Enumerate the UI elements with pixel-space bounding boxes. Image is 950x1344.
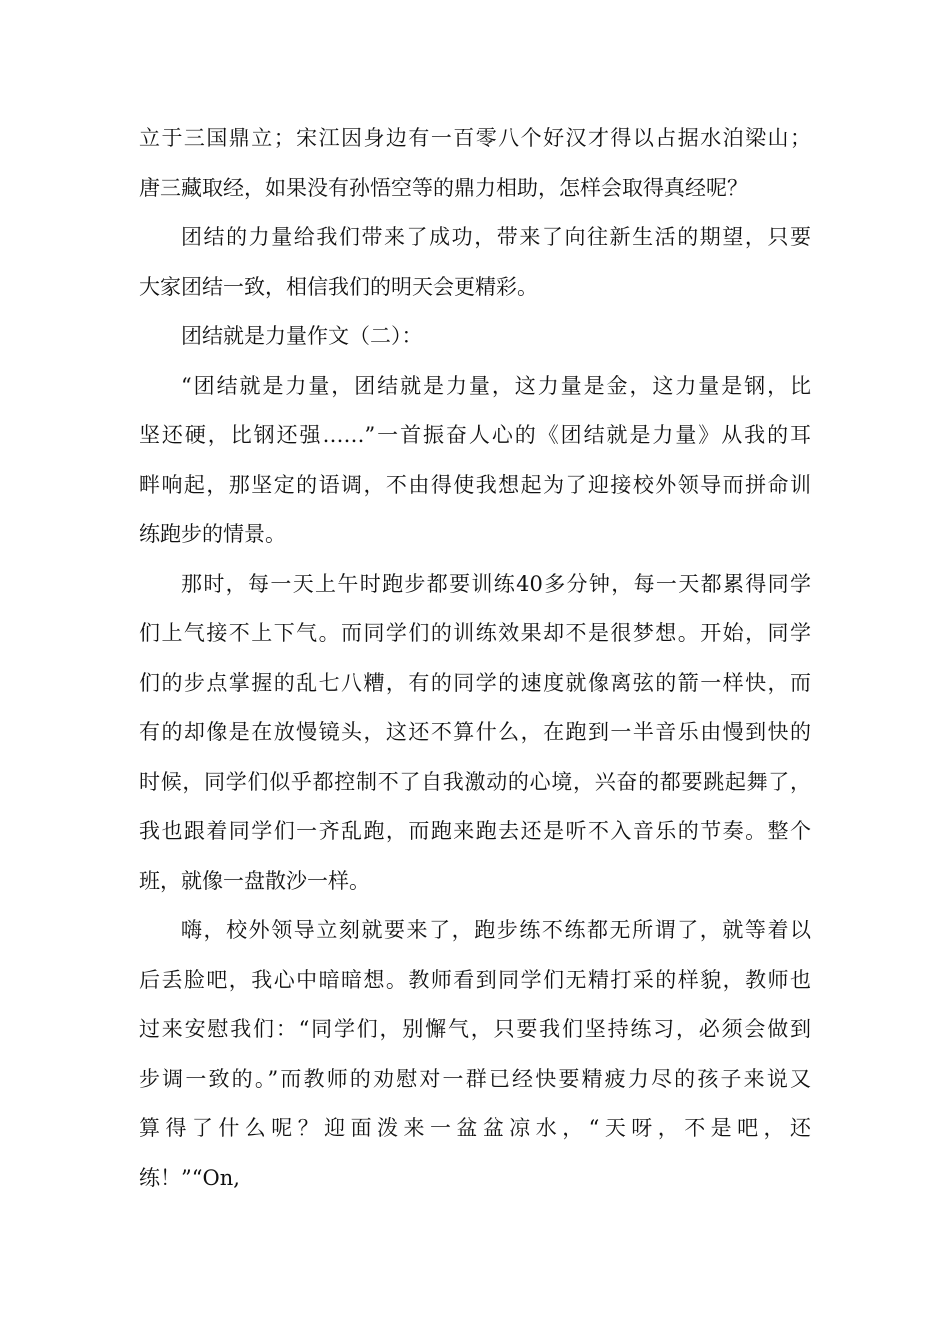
text-line: 们上气接不上下气。而同学们的训练效果却不是很梦想。开始，同学 bbox=[139, 621, 811, 645]
body-text bbox=[139, 114, 811, 1203]
text-line: 我也跟着同学们一齐乱跑，而跑来跑去还是听不入音乐的节奏。整个 bbox=[139, 819, 811, 843]
text-line: 大家团结一致，相信我们的明天会更精彩。 bbox=[139, 274, 538, 299]
text-line: 有的却像是在放慢镜头，这还不算什么，在跑到一半音乐由慢到快的 bbox=[139, 720, 811, 744]
text-line: 后丢脸吧，我心中暗暗想。教师看到同学们无精打采的样貌，教师也 bbox=[139, 967, 811, 992]
text-line: 嗨，校外领导立刻就要来了，跑步练不练都无所谓了，就等着以 bbox=[181, 918, 811, 942]
text-line: 畔响起，那坚定的语调，不由得使我想起为了迎接校外领导而拼命训 bbox=[139, 472, 811, 497]
text-line: 那时，每一天上午时跑步都要训练40多分钟，每一天都累得同学 bbox=[181, 571, 811, 596]
text-line: 练跑步的情景。 bbox=[139, 522, 286, 546]
text-line: 立于三国鼎立；宋江因身边有一百零八个好汉才得以占据水泊梁山； bbox=[139, 126, 811, 150]
text-line: 算得了什么呢？迎面泼来一盆盆凉水，“天呀，不是吧，还 bbox=[139, 1116, 811, 1140]
text-line: 步调一致的。”而教师的劝慰对一群已经快要精疲力尽的孩子来说又 bbox=[139, 1066, 811, 1091]
text-line: 坚还硬，比钢还强……”一首振奋人心的《团结就是力量》从我的耳 bbox=[139, 423, 811, 447]
text-line: 们的步点掌握的乱七八糟，有的同学的速度就像离弦的箭一样快，而 bbox=[139, 670, 811, 695]
text-line: 练！”“On, bbox=[139, 1165, 240, 1190]
section-heading: 团结就是力量作文（二）： bbox=[181, 324, 423, 348]
text-line: 过来安慰我们：“同学们，别懈气，只要我们坚持练习，必须会做到 bbox=[139, 1017, 811, 1041]
text-line: 团结的力量给我们带来了成功，带来了向往新生活的期望，只要 bbox=[181, 225, 811, 249]
text-line: 唐三藏取经，如果没有孙悟空等的鼎力相助，怎样会取得真经呢？ bbox=[139, 175, 748, 200]
text-line: 班，就像一盘散沙一样。 bbox=[139, 868, 370, 893]
text-line: “团结就是力量，团结就是力量，这力量是金，这力量是钢，比 bbox=[181, 373, 811, 398]
text-line: 时候，同学们似乎都控制不了自我激动的心境，兴奋的都要跳起舞了， bbox=[139, 769, 811, 794]
